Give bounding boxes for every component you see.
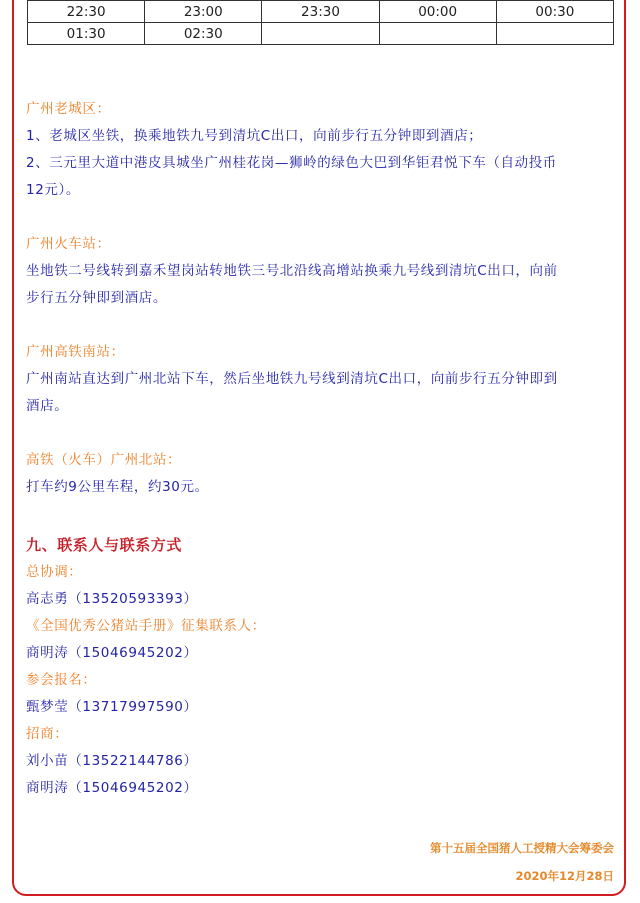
manual-contact-label: 《全国优秀公猪站手册》征集联系人： xyxy=(26,618,266,634)
train-station-heading: 广州火车站： xyxy=(26,236,111,252)
table-row xyxy=(28,1,614,23)
spacer xyxy=(26,501,616,528)
table-cell: 22:30 xyxy=(28,1,145,23)
spacer xyxy=(26,204,616,231)
sponsorship-contact-1: 刘小苗（13522144786） xyxy=(26,753,198,769)
table-cell xyxy=(379,23,496,45)
manual-contact: 商明涛（15046945202） xyxy=(26,645,198,661)
table-cell xyxy=(262,23,379,45)
table-cell: 23:30 xyxy=(262,1,379,23)
north-station-line-1: 打车约9公里车程，约30元。 xyxy=(26,479,209,495)
train-station-line-2: 步行五分钟即到酒店。 xyxy=(26,290,167,306)
contacts-section-title: 九、联系人与联系方式 xyxy=(26,536,183,554)
old-city-line-2b: 12元）。 xyxy=(26,182,80,198)
schedule-table xyxy=(27,0,614,45)
south-station-line-1: 广州南站直达到广州北站下车，然后坐地铁九号线到清坑C出口，向前步行五分钟即到 xyxy=(26,371,558,387)
old-city-line-1: 1、老城区坐铁，换乘地铁九号到清坑C出口，向前步行五分钟即到酒店； xyxy=(26,128,483,144)
footer-date: 2020年12月28日 xyxy=(515,869,614,883)
sponsorship-contact-2: 商明涛（15046945202） xyxy=(26,780,198,796)
table-cell: 00:00 xyxy=(379,1,496,23)
table-cell: 00:30 xyxy=(496,1,613,23)
south-station-heading: 广州高铁南站： xyxy=(26,344,125,360)
table-cell: 23:00 xyxy=(145,1,262,23)
spacer xyxy=(26,420,616,447)
coordinator-label: 总协调： xyxy=(26,564,83,580)
table-cell: 02:30 xyxy=(145,23,262,45)
registration-label: 参会报名： xyxy=(26,672,97,688)
north-station-heading: 高铁（火车）广州北站： xyxy=(26,452,182,468)
article-content xyxy=(26,96,616,802)
table-cell: 01:30 xyxy=(28,23,145,45)
train-station-line-1: 坐地铁二号线转到嘉禾望岗站转地铁三号北沿线高增站换乘九号线到清坑C出口，向前 xyxy=(26,263,558,279)
footer-organizer: 第十五届全国猪人工授精大会筹委会 xyxy=(430,841,614,855)
coordinator-contact: 高志勇（13520593393） xyxy=(26,591,198,607)
table-row xyxy=(28,23,614,45)
old-city-line-2a: 2、三元里大道中港皮具城坐广州桂花岗—狮岭的绿色大巴到华钜君悦下车（自动投币 xyxy=(26,155,557,171)
registration-contact: 甄梦莹（13717997590） xyxy=(26,699,198,715)
sponsorship-label: 招商： xyxy=(26,726,69,742)
old-city-heading: 广州老城区： xyxy=(26,101,111,117)
spacer xyxy=(26,312,616,339)
table-cell xyxy=(496,23,613,45)
south-station-line-2: 酒店。 xyxy=(26,398,69,414)
